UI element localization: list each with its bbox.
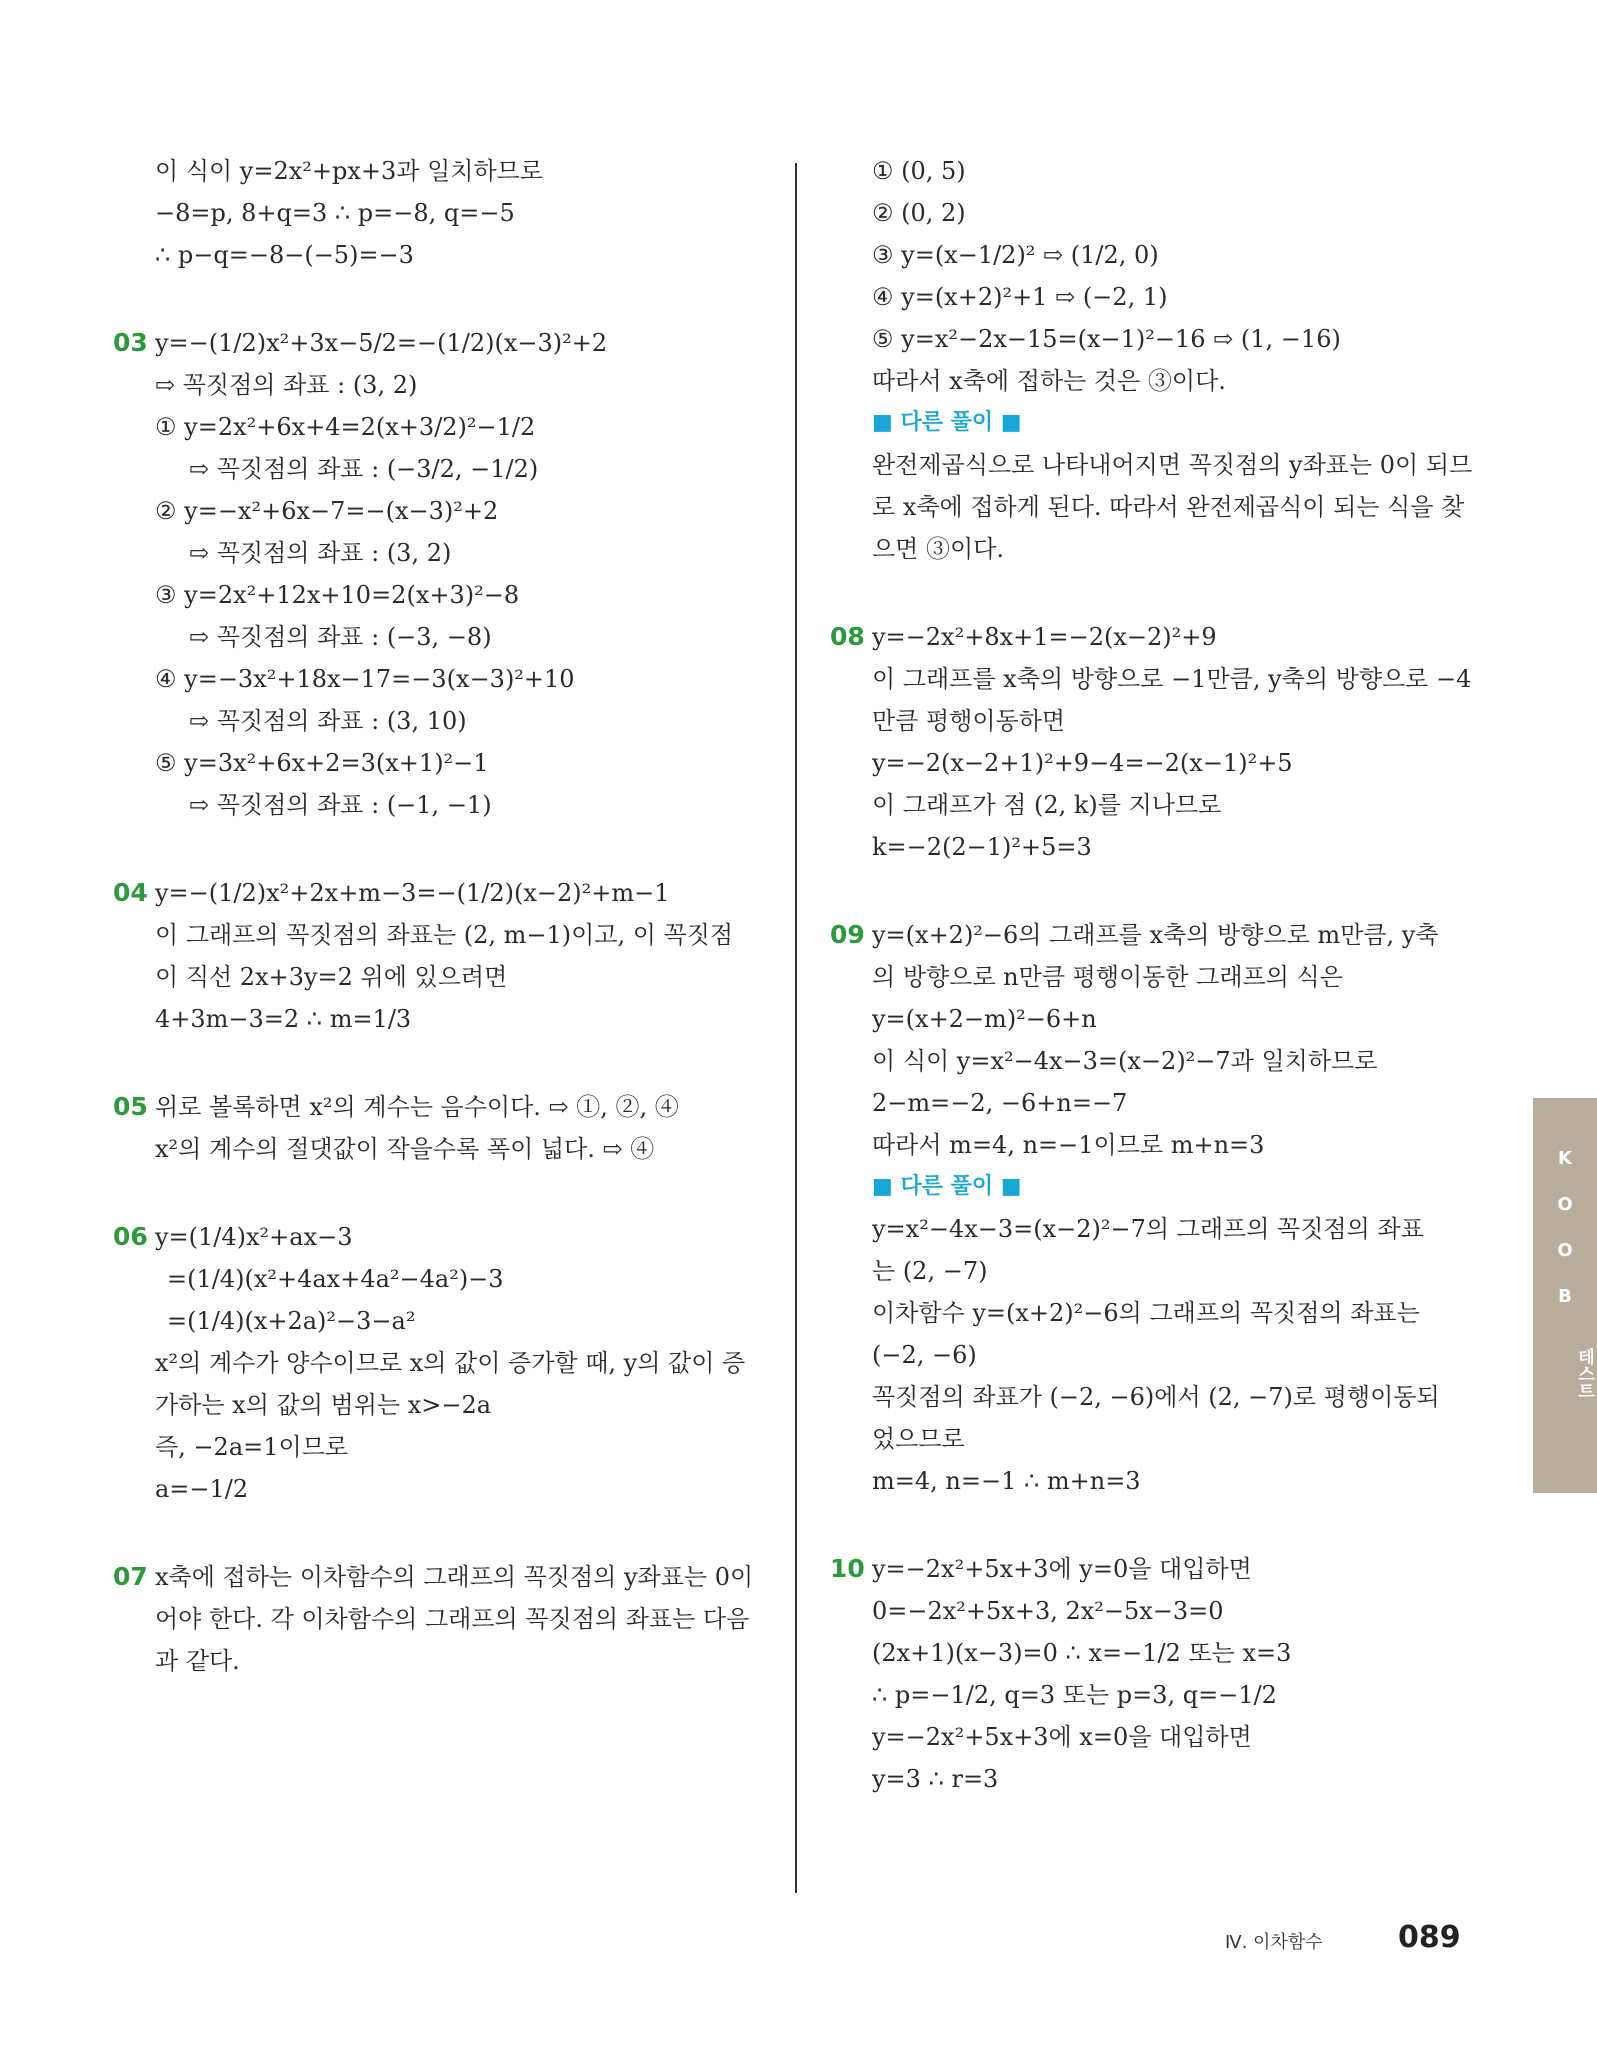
text-line: 이 그래프의 꼭짓점의 좌표는 (2, m−1)이고, 이 꼭짓점 <box>155 921 734 949</box>
column-divider <box>795 163 797 1893</box>
text-line: x축에 접하는 이차함수의 그래프의 꼭짓점의 y좌표는 0이 <box>155 1563 754 1591</box>
tab-letter: O <box>1557 1194 1573 1215</box>
text-line: ∴ p=−1/2, q=3 또는 p=3, q=−1/2 <box>872 1681 1277 1709</box>
alt-solution-label: ■ 다른 풀이 ■ <box>872 1174 1022 1199</box>
text-line: y=x²−4x−3=(x−2)²−7의 그래프의 꼭짓점의 좌표 <box>872 1215 1424 1243</box>
text-line: 이차함수 y=(x+2)²−6의 그래프의 꼭짓점의 좌표는 <box>872 1299 1420 1327</box>
text-line: x²의 계수의 절댓값이 작을수록 폭이 넓다. ⇨ ④ <box>155 1135 655 1163</box>
text-line: y=(x+2)²−6의 그래프를 x축의 방향으로 m만큼, y축 <box>872 921 1439 949</box>
tab-letter: K <box>1558 1148 1572 1169</box>
text-line: ⇨ 꼭짓점의 좌표 : (−1, −1) <box>189 791 492 819</box>
text-line: ② (0, 2) <box>872 199 966 227</box>
text-line: ⇨ 꼭짓점의 좌표 : (3, 2) <box>155 371 418 399</box>
text-line: ∴ p−q=−8−(−5)=−3 <box>155 241 414 269</box>
text-line: y=−2(x−2+1)²+9−4=−2(x−1)²+5 <box>872 749 1293 777</box>
problem-03 <box>113 322 775 364</box>
text-line: y=(x+2−m)²−6+n <box>872 1005 1097 1033</box>
tab-letter: O <box>1557 1240 1573 1261</box>
page-number: 089 <box>1398 1920 1461 1955</box>
problem-number: 03 <box>113 328 148 357</box>
text-line: y=−(1/2)x²+3x−5/2=−(1/2)(x−3)²+2 <box>155 329 608 357</box>
text-line: 2−m=−2, −6+n=−7 <box>872 1089 1128 1117</box>
text-line: y=−(1/2)x²+2x+m−3=−(1/2)(x−2)²+m−1 <box>155 879 670 907</box>
text-line: ⇨ 꼭짓점의 좌표 : (−3/2, −1/2) <box>189 455 539 483</box>
side-tab <box>1533 1098 1597 1493</box>
text-line: 위로 볼록하면 x²의 계수는 음수이다. ⇨ ①, ②, ④ <box>155 1093 679 1121</box>
text-line: 4+3m−3=2 ∴ m=1/3 <box>155 1005 412 1033</box>
text-line: 즉, −2a=1이므로 <box>155 1433 349 1461</box>
text-line: 따라서 x축에 접하는 것은 ③이다. <box>872 367 1226 395</box>
text-line: ⇨ 꼭짓점의 좌표 : (−3, −8) <box>189 623 492 651</box>
text-line: y=−2x²+5x+3에 x=0을 대입하면 <box>872 1723 1252 1751</box>
left-column <box>113 150 775 1682</box>
text-line: −8=p, 8+q=3 ∴ p=−8, q=−5 <box>155 199 515 227</box>
text-line: ① y=2x²+6x+4=2(x+3/2)²−1/2 <box>155 413 536 441</box>
text-line: 는 (2, −7) <box>872 1257 988 1285</box>
text-line: m=4, n=−1 ∴ m+n=3 <box>872 1467 1141 1495</box>
problem-06 <box>113 1216 775 1258</box>
alt-solution-label: ■ 다른 풀이 ■ <box>872 410 1022 435</box>
text-line: 완전제곱식으로 나타내어지면 꼭짓점의 y좌표는 0이 되므 <box>872 451 1473 479</box>
text-line: ③ y=(x−1/2)² ⇨ (1/2, 0) <box>872 241 1159 269</box>
text-line: a=−1/2 <box>155 1475 249 1503</box>
text-line: 만큼 평행이동하면 <box>872 707 1066 735</box>
text-line: y=−2x²+8x+1=−2(x−2)²+9 <box>872 623 1217 651</box>
text-line: (2x+1)(x−3)=0 ∴ x=−1/2 또는 x=3 <box>872 1639 1292 1667</box>
right-column <box>830 150 1473 1800</box>
problem-number: 10 <box>830 1554 865 1583</box>
text-line: 이 직선 2x+3y=2 위에 있으려면 <box>155 963 508 991</box>
text-line: ① (0, 5) <box>872 157 966 185</box>
text-line: 의 방향으로 n만큼 평행이동한 그래프의 식은 <box>872 963 1343 991</box>
text-line: x²의 계수가 양수이므로 x의 값이 증가할 때, y의 값이 증 <box>155 1349 746 1377</box>
text-line: 었으므로 <box>872 1425 965 1453</box>
problem-05 <box>113 1086 775 1128</box>
text-line: y=(1/4)x²+ax−3 <box>155 1223 353 1251</box>
text-line: 과 같다. <box>155 1647 240 1675</box>
text-line: y=−2x²+5x+3에 y=0을 대입하면 <box>872 1555 1252 1583</box>
text-line: 꼭짓점의 좌표가 (−2, −6)에서 (2, −7)로 평행이동되 <box>872 1383 1440 1411</box>
problem-number: 07 <box>113 1562 148 1591</box>
text-line: k=−2(2−1)²+5=3 <box>872 833 1092 861</box>
text-line: ② y=−x²+6x−7=−(x−3)²+2 <box>155 497 499 525</box>
footer-section: Ⅳ. 이차함수 <box>1225 1932 1323 1953</box>
problem-number: 08 <box>830 622 865 651</box>
text-line: 이 식이 y=2x²+px+3과 일치하므로 <box>155 157 544 185</box>
problem-09 <box>830 914 1452 956</box>
text-line: 으면 ③이다. <box>872 535 1004 563</box>
problem-07 <box>113 1556 775 1598</box>
text-line: =(1/4)(x+2a)²−3−a² <box>167 1307 416 1335</box>
text-line: ⑤ y=3x²+6x+2=3(x+1)²−1 <box>155 749 489 777</box>
text-line: ④ y=(x+2)²+1 ⇨ (−2, 1) <box>872 283 1168 311</box>
problem-08 <box>830 616 1452 658</box>
text-line: ④ y=−3x²+18x−17=−3(x−3)²+10 <box>155 665 575 693</box>
text-line: ⑤ y=x²−2x−15=(x−1)²−16 ⇨ (1, −16) <box>872 325 1341 353</box>
problem-number: 04 <box>113 878 148 907</box>
problem-10 <box>830 1548 1452 1590</box>
problem-04 <box>113 872 775 914</box>
tab-letter: B <box>1558 1286 1572 1307</box>
problem-number: 09 <box>830 920 865 949</box>
problem-number: 06 <box>113 1222 148 1251</box>
text-line: y=3 ∴ r=3 <box>872 1765 999 1793</box>
text-line: 로 x축에 접하게 된다. 따라서 완전제곱식이 되는 식을 찾 <box>872 493 1465 521</box>
text-line: ③ y=2x²+12x+10=2(x+3)²−8 <box>155 581 520 609</box>
text-line: 이 그래프가 점 (2, k)를 지나므로 <box>872 791 1222 819</box>
text-line: 이 식이 y=x²−4x−3=(x−2)²−7과 일치하므로 <box>872 1047 1378 1075</box>
text-line: 따라서 m=4, n=−1이므로 m+n=3 <box>872 1131 1265 1159</box>
text-line: 가하는 x의 값의 범위는 x>−2a <box>155 1391 492 1419</box>
text-line: 어야 한다. 각 이차함수의 그래프의 꼭짓점의 좌표는 다음 <box>155 1605 750 1633</box>
tab-label: 테스트 <box>1574 1348 1594 1399</box>
problem-number: 05 <box>113 1092 148 1121</box>
text-line: 이 그래프를 x축의 방향으로 −1만큼, y축의 방향으로 −4 <box>872 665 1472 693</box>
text-line: (−2, −6) <box>872 1341 977 1369</box>
text-line: ⇨ 꼭짓점의 좌표 : (3, 10) <box>189 707 467 735</box>
text-line: 0=−2x²+5x+3, 2x²−5x−3=0 <box>872 1597 1224 1625</box>
text-line: ⇨ 꼭짓점의 좌표 : (3, 2) <box>189 539 452 567</box>
text-line: =(1/4)(x²+4ax+4a²−4a²)−3 <box>167 1265 504 1293</box>
